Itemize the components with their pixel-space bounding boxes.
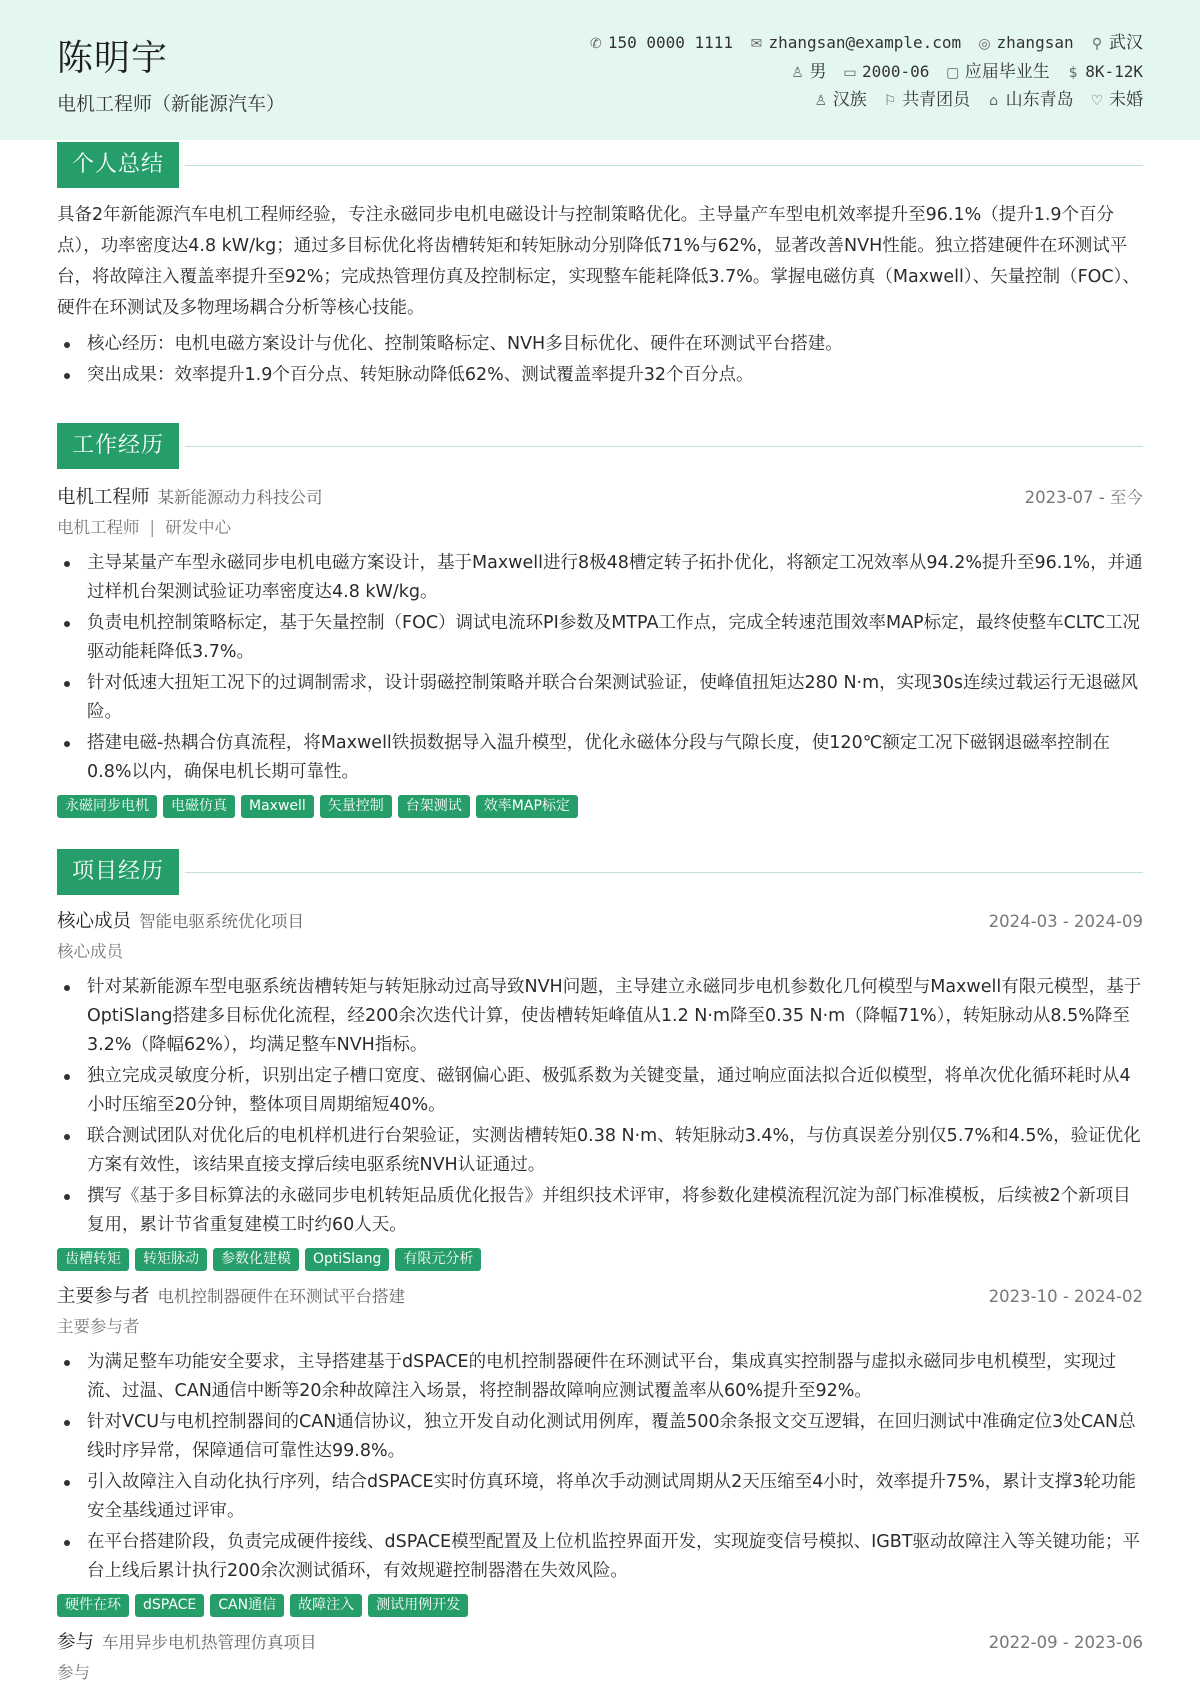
entry-header — [57, 483, 1143, 513]
entry-role: 电机工程师 — [57, 487, 150, 508]
skill-tag: 台架测试 — [398, 795, 470, 818]
entry-bullet: 负责电机控制策略标定，基于矢量控制（FOC）调试电流环PI参数及MTPA工作点，完成全转速范围效率MAP标定，最终使整车CLTC工况驱动能耗降低3.7%。 — [57, 609, 1143, 667]
entry-role: 主要参与者 — [57, 1286, 150, 1307]
hometown-item — [986, 86, 1074, 116]
home-icon: ⌂ — [989, 93, 999, 109]
entry-bullet: 联合测试团队对优化后的电机样机进行台架验证，实测齿槽转矩0.38 N·m、转矩脉动3.4%，与仿真误差分别仅5.7%和4.5%，验证优化方案有效性，该结果直接支撑后续电驱系统NVH认证通过。 — [57, 1122, 1143, 1180]
project-entry — [57, 1282, 1143, 1618]
gender-value: 男 — [809, 62, 827, 82]
wechat-value: zhangsan — [996, 33, 1074, 52]
skill-tag: 电磁仿真 — [163, 795, 235, 818]
project-entry — [57, 1628, 1143, 1688]
entry-date: 2023-10 - 2024-02 — [988, 1287, 1143, 1306]
mail-icon: ✉ — [750, 36, 763, 52]
entry-subtitle — [57, 513, 1143, 543]
entry-bullet: 为满足整车功能安全要求，主导搭建基于dSPACE的电机控制器硬件在环测试平台，集成真实控制器与虚拟永磁同步电机模型，实现过流、过温、CAN通信中断等20余种故障注入场景，将控制器故障响应测试覆盖率从60%提升至92%。 — [57, 1348, 1143, 1406]
skill-tags — [57, 1594, 1143, 1618]
entry-project-name: 智能电驱系统优化项目 — [139, 912, 305, 931]
status-item — [945, 58, 1050, 88]
location-item — [1089, 29, 1143, 59]
skill-tag: 齿槽转矩 — [57, 1248, 129, 1271]
wechat-item — [977, 28, 1074, 59]
skill-tag: 测试用例开发 — [368, 1594, 468, 1617]
section-title: 工作经历 — [57, 423, 179, 469]
salary-item — [1065, 57, 1143, 88]
section-header — [57, 142, 1143, 188]
candidate-name: 陈明宇 — [57, 38, 169, 79]
entry-bullet: 撰写《基于多目标算法的永磁同步电机转矩品质优化报告》并组织技术评审，将参数化建模流程沉淀为部门标准模板，后续被2个新项目复用，累计节省重复建模工时约60人天。 — [57, 1182, 1143, 1240]
skill-tags — [57, 1248, 1143, 1272]
marital-value: 未婚 — [1109, 90, 1143, 110]
marital-item — [1089, 86, 1143, 116]
calendar-icon: ▭ — [843, 65, 857, 81]
entry-bullet: 针对某新能源车型电驱系统齿槽转矩与转矩脉动过高导致NVH问题，主导建立永磁同步电机参数化几何模型与Maxwell有限元模型，基于OptiSlang搭建多目标优化流程，经200余次迭代计算，使齿槽转矩峰值从1.2 N·m降至0.35 N·m（降幅71%），转矩脉动从8.5%降至3.2%（降幅62%），均满足整车NVH指标。 — [57, 973, 1143, 1060]
skill-tag: 参数化建模 — [213, 1248, 299, 1271]
entry-department: 研发中心 — [165, 518, 232, 537]
contact-info — [578, 28, 1143, 115]
skill-tag: 永磁同步电机 — [57, 795, 157, 818]
ethnicity-item — [813, 86, 867, 116]
flag-icon: ⚐ — [883, 93, 897, 109]
skill-tag: 效率MAP标定 — [476, 795, 578, 818]
entry-bullet: 引入故障注入自动化执行序列，结合dSPACE实时仿真环境，将单次手动测试周期从2天压缩至4小时，效率提升75%，累计支撑3轮功能安全基线通过评审。 — [57, 1468, 1143, 1526]
summary-bullet: 突出成果：效率提升1.9个百分点、转矩脉动降低62%、测试覆盖率提升32个百分点。 — [57, 361, 1143, 390]
entry-header — [57, 1628, 1143, 1658]
politics-value: 共青团员 — [902, 90, 971, 110]
entry-bullets — [57, 1348, 1143, 1586]
summary-text: 具备2年新能源汽车电机工程师经验，专注永磁同步电机电磁设计与控制策略优化。主导量产车型电机效率提升至96.1%（提升1.9个百分点），功率密度达4.8 kW/kg；通过多目标优化将齿槽转矩和转矩脉动分别降低71%与62%，显著改善NVH性能。独立搭建硬件在环测试平台，将故障注入覆盖率提升至92%；完成热管理仿真及控制标定，实现整车能耗降低3.7%。掌握电磁仿真（Maxwell）、矢量控制（FOC）、硬件在环测试及多物理场耦合分析等核心技能。 — [57, 205, 1140, 318]
phone-icon: ✆ — [589, 36, 602, 52]
entry-project-name: 车用异步电机热管理仿真项目 — [102, 1633, 317, 1652]
skill-tag: CAN通信 — [210, 1594, 284, 1617]
entry-bullet: 主导某量产车型永磁同步电机电磁方案设计，基于Maxwell进行8极48槽定转子拓扑优化，将额定工况效率从94.2%提升至96.1%，并通过样机台架测试验证功率密度达4.8 kW/kg。 — [57, 549, 1143, 607]
entry-subtitle: 核心成员 — [57, 942, 123, 961]
section-header — [57, 423, 1143, 469]
entry-separator: | — [149, 518, 156, 537]
resume-header — [0, 0, 1200, 140]
location-pin-icon: ⚲ — [1091, 36, 1103, 52]
section-title: 个人总结 — [57, 142, 179, 188]
birth-value: 2000-06 — [861, 62, 930, 81]
email-value: zhangsan@example.com — [768, 33, 962, 52]
entry-bullet: 搭建电磁-热耦合仿真流程，将Maxwell铁损数据导入温升模型，优化永磁体分段与气隙长度，使120℃额定工况下磁钢退磁率控制在0.8%以内，确保电机长期可靠性。 — [57, 729, 1143, 787]
salary-value: 8K-12K — [1085, 62, 1143, 81]
entry-date: 2022-09 - 2023-06 — [988, 1633, 1143, 1652]
hometown-value: 山东青岛 — [1005, 90, 1074, 110]
ethnicity-value: 汉族 — [832, 90, 867, 110]
contact-line-3 — [578, 86, 1143, 115]
projects-section — [57, 849, 1143, 1694]
entry-role: 参与 — [57, 1632, 95, 1653]
skill-tag: dSPACE — [135, 1594, 204, 1617]
skill-tag: 故障注入 — [290, 1594, 362, 1617]
skill-tag: 有限元分析 — [395, 1248, 481, 1271]
entry-header — [57, 1282, 1143, 1312]
entry-subtitle: 参与 — [57, 1663, 90, 1682]
candidate-title: 电机工程师（新能源汽车） — [57, 93, 286, 115]
entry-subtitle: 主要参与者 — [57, 1317, 140, 1336]
gender-item — [790, 58, 827, 88]
skill-tag: 矢量控制 — [320, 795, 392, 818]
work-entry — [57, 483, 1143, 819]
entry-bullets — [57, 549, 1143, 787]
skill-tag: OptiSlang — [305, 1248, 389, 1271]
status-value: 应届毕业生 — [964, 62, 1050, 82]
section-title: 项目经历 — [57, 849, 179, 895]
birth-item — [842, 57, 929, 88]
section-divider — [185, 165, 1143, 166]
work-section — [57, 423, 1143, 819]
contact-line-1 — [578, 28, 1143, 57]
skill-tag: Maxwell — [241, 795, 314, 818]
phone-value: 150 0000 1111 — [607, 33, 734, 52]
entry-bullet: 在平台搭建阶段，负责完成硬件接线、dSPACE模型配置及上位机监控界面开发，实现旋变信号模拟、IGBT驱动故障注入等关键功能；平台上线后累计执行200余次测试循环，有效规避控制器潜在失效风险。 — [57, 1528, 1143, 1586]
section-divider — [185, 872, 1143, 873]
entry-project-name: 电机控制器硬件在环测试平台搭建 — [157, 1287, 406, 1306]
entry-bullet: 独立完成灵敏度分析，识别出定子槽口宽度、磁钢偏心距、极弧系数为关键变量，通过响应面法拟合近似模型，将单次优化循环耗时从4小时压缩至20分钟，整体项目周期缩短40%。 — [57, 1062, 1143, 1120]
email-item — [748, 28, 961, 59]
section-header — [57, 849, 1143, 895]
summary-bullets — [57, 330, 1143, 390]
skill-tag: 硬件在环 — [57, 1594, 129, 1617]
skill-tag: 转矩脉动 — [135, 1248, 207, 1271]
contact-line-2 — [578, 57, 1143, 86]
briefcase-icon: ▢ — [946, 65, 960, 81]
entry-org: 某新能源动力科技公司 — [157, 488, 323, 507]
summary-bullet: 核心经历：电机电磁方案设计与优化、控制策略标定、NVH多目标优化、硬件在环测试平台搭建。 — [57, 330, 1143, 359]
phone-item — [588, 28, 733, 59]
entry-role: 核心成员 — [57, 911, 132, 932]
entry-date: 2023-07 - 至今 — [1024, 488, 1143, 507]
entry-bullets — [57, 973, 1143, 1240]
location-value: 武汉 — [1109, 33, 1143, 53]
currency-icon: $ — [1068, 65, 1078, 81]
skill-tags — [57, 795, 1143, 819]
entry-bullet: 针对VCU与电机控制器间的CAN通信协议，独立开发自动化测试用例库，覆盖500余条报文交互逻辑，在回归测试中准确定位3处CAN总线时序异常，保障通信可靠性达99.8%。 — [57, 1408, 1143, 1466]
entry-date: 2024-03 - 2024-09 — [988, 912, 1143, 931]
section-divider — [185, 446, 1143, 447]
summary-section — [57, 142, 1143, 392]
wechat-icon: ◎ — [978, 36, 991, 52]
project-entry — [57, 907, 1143, 1272]
people-icon: ♙ — [814, 93, 828, 109]
person-icon: ♙ — [791, 65, 804, 81]
politics-item — [882, 86, 970, 116]
entry-bullet: 针对低速大扭矩工况下的过调制需求，设计弱磁控制策略并联合台架测试验证，使峰值扭矩达280 N·m，实现30s连续过载运行无退磁风险。 — [57, 669, 1143, 727]
entry-header — [57, 907, 1143, 937]
heart-icon: ♡ — [1090, 93, 1104, 109]
entry-position: 电机工程师 — [57, 518, 140, 537]
